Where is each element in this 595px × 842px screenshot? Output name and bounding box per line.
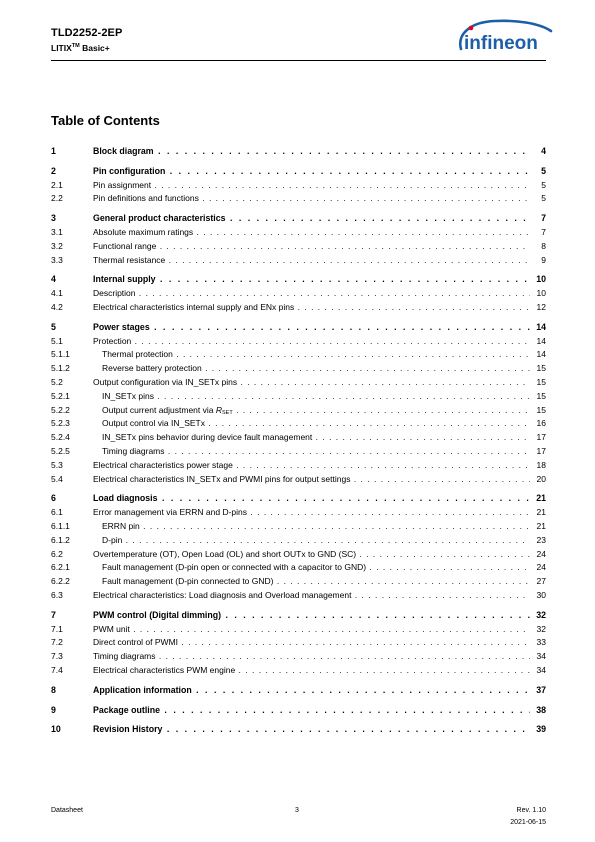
toc-entry[interactable] bbox=[51, 548, 546, 560]
toc-entry-number: 1 bbox=[51, 146, 56, 156]
toc-entry-title-text: Pin assignment bbox=[93, 179, 152, 190]
toc-entry-title bbox=[93, 684, 530, 696]
toc-entry-title-text: Pin definitions and functions bbox=[93, 193, 199, 204]
toc-entry-title bbox=[93, 212, 530, 224]
toc-entry[interactable] bbox=[51, 226, 546, 238]
toc-entry-title-text: Electrical characteristics PWM engine bbox=[93, 665, 236, 675]
toc-entry-page: 17 bbox=[536, 432, 546, 443]
toc-entry-number: 7.1 bbox=[51, 623, 63, 634]
toc-entry-title-text: Power stages bbox=[93, 321, 150, 332]
toc-entry-title bbox=[93, 506, 530, 518]
toc-entry-page: 7 bbox=[541, 213, 546, 224]
toc-entry-title-text: Electrical characteristics power stage bbox=[93, 459, 233, 470]
toc-entry[interactable] bbox=[51, 575, 546, 587]
toc-entry-number: 8 bbox=[51, 684, 56, 695]
toc-entry[interactable] bbox=[51, 492, 546, 504]
toc-entry-title bbox=[102, 417, 530, 429]
toc-entry-title bbox=[102, 575, 530, 587]
toc-entry[interactable] bbox=[51, 301, 546, 313]
toc-entry-title-text: Protection bbox=[93, 335, 132, 346]
toc-entry[interactable] bbox=[51, 254, 546, 266]
toc-entry-title-text: Pin configuration bbox=[93, 165, 166, 176]
toc-entry-title bbox=[102, 431, 530, 443]
toc-entry-title-text: IN_SETx pins behavior during device fault management bbox=[102, 432, 313, 443]
toc-entry-title-text: Thermal resistance bbox=[93, 254, 166, 265]
toc-entry-title bbox=[93, 273, 530, 285]
toc-entry-page: 15 bbox=[536, 390, 546, 401]
toc-entry-title bbox=[93, 376, 530, 388]
toc-entry[interactable] bbox=[51, 561, 546, 573]
toc-entry-title-text: Description bbox=[93, 288, 136, 299]
toc-entry-number: 5.2.5 bbox=[51, 446, 70, 456]
toc-entry-title-text: Electrical characteristics IN_SETx and PWMI pins for output settings bbox=[93, 473, 351, 484]
toc-entry-page: 20 bbox=[536, 473, 546, 484]
toc-entry-page: 18 bbox=[536, 459, 546, 470]
toc-entry-number: 4.1 bbox=[51, 288, 63, 299]
logo-text: infineon bbox=[464, 33, 538, 54]
toc-entry-title bbox=[102, 445, 530, 457]
toc-entry-number: 6.1.1 bbox=[51, 521, 70, 531]
toc-entry-number: 5.4 bbox=[51, 473, 63, 484]
toc-entry-page: 24 bbox=[536, 548, 546, 559]
toc-entry-number: 5.1.1 bbox=[51, 349, 70, 360]
toc-entry[interactable] bbox=[51, 348, 546, 360]
toc-entry-number: 6.2.2 bbox=[51, 576, 70, 587]
toc-entry-page: 32 bbox=[536, 609, 546, 620]
toc-entry-title bbox=[93, 609, 530, 621]
toc-entry[interactable] bbox=[51, 273, 546, 285]
toc-entry[interactable] bbox=[51, 445, 546, 457]
toc-entry-title-text: IN_SETx pins bbox=[102, 390, 154, 401]
toc-entry-number: 3.3 bbox=[51, 254, 63, 265]
toc-entry[interactable] bbox=[51, 362, 546, 374]
toc-entry-number: 5.2 bbox=[51, 377, 63, 387]
toc-entry-page: 37 bbox=[536, 684, 546, 695]
toc-entry-title bbox=[102, 348, 530, 360]
toc-entry-title bbox=[93, 459, 530, 471]
toc-entry-number: 3.2 bbox=[51, 240, 63, 251]
toc-entry[interactable] bbox=[51, 287, 546, 299]
toc-entry-number: 7.3 bbox=[51, 651, 63, 662]
toc-entry-title-text: Package outline bbox=[93, 704, 160, 715]
toc-entry-number: 2.2 bbox=[51, 193, 63, 204]
toc-entry-number: 4.2 bbox=[51, 302, 63, 312]
toc-entry[interactable] bbox=[51, 417, 546, 429]
toc-entry-number: 5.3 bbox=[51, 459, 63, 470]
toc-entry-page: 39 bbox=[536, 724, 546, 735]
toc-entry-title bbox=[102, 534, 530, 546]
toc-entry-number: 6.1 bbox=[51, 507, 63, 518]
toc-entry-number: 2.1 bbox=[51, 179, 63, 190]
toc-entry-page: 4 bbox=[541, 146, 546, 156]
symbol-r: R bbox=[215, 404, 223, 415]
toc-entry-title-text: Output current adjustment via bbox=[102, 404, 216, 415]
toc-entry-number: 4 bbox=[51, 274, 56, 285]
toc-entry-page: 30 bbox=[536, 590, 546, 600]
toc-entry-title bbox=[93, 723, 530, 735]
footer-revision: Rev. 1.10 bbox=[516, 807, 546, 814]
toc-heading: Table of Contents bbox=[51, 113, 160, 128]
toc-entry[interactable] bbox=[51, 431, 546, 443]
toc-entry[interactable] bbox=[51, 335, 546, 347]
toc-entry-page: 7 bbox=[541, 227, 546, 237]
toc-entry-number: 5.1 bbox=[51, 335, 63, 346]
toc-entry-number: 5.2.1 bbox=[51, 390, 70, 401]
toc-entry-title bbox=[102, 390, 530, 402]
toc-entry[interactable] bbox=[51, 459, 546, 471]
document-subtitle bbox=[51, 43, 110, 53]
toc-entry-page: 15 bbox=[536, 404, 546, 415]
symbol-subscript: SET bbox=[222, 409, 233, 416]
toc-entry-page: 17 bbox=[536, 446, 546, 456]
toc-entry-page: 15 bbox=[536, 363, 546, 374]
toc-entry-number: 6.3 bbox=[51, 590, 63, 600]
toc-entry-number: 3.1 bbox=[51, 227, 63, 237]
toc-entry[interactable] bbox=[51, 404, 546, 416]
toc-entry-page: 5 bbox=[541, 193, 546, 204]
toc-entry-title-text: Error management via ERRN and D-pins bbox=[93, 507, 248, 518]
toc-entry-page: 32 bbox=[536, 623, 546, 634]
toc-entry-page: 14 bbox=[536, 335, 546, 346]
toc-entry-page: 24 bbox=[536, 562, 546, 573]
toc-entry-title-text: Output configuration via IN_SETx pins bbox=[93, 377, 238, 387]
toc-entry-number: 6.2.1 bbox=[51, 562, 70, 573]
toc-entry-title-text: Overtemperature (OT), Open Load (OL) and short OUTx to GND (SC) bbox=[93, 548, 357, 559]
toc-entry-title bbox=[93, 254, 530, 266]
toc-entry-title bbox=[93, 650, 530, 662]
toc-entry[interactable] bbox=[51, 506, 546, 518]
toc-entry[interactable] bbox=[51, 145, 546, 157]
header-divider bbox=[51, 60, 546, 61]
toc-entry[interactable] bbox=[51, 192, 546, 204]
toc-entry-number: 6.1.2 bbox=[51, 534, 70, 545]
toc-entry[interactable] bbox=[51, 623, 546, 635]
toc-entry-title bbox=[93, 664, 530, 676]
toc-entry[interactable] bbox=[51, 664, 546, 676]
toc-entry-number: 5.2.3 bbox=[51, 418, 70, 429]
toc-entry-title-text: Application information bbox=[93, 684, 192, 695]
toc-entry-title-text: Reverse battery protection bbox=[102, 363, 202, 374]
toc-entry-number: 9 bbox=[51, 704, 56, 715]
toc-entry[interactable] bbox=[51, 390, 546, 402]
toc-entry-page: 9 bbox=[541, 254, 546, 265]
toc-entry-page: 21 bbox=[536, 521, 546, 531]
toc-entry-title-text: PWM control (Digital dimming) bbox=[93, 609, 222, 620]
toc-entry-page: 12 bbox=[536, 302, 546, 312]
trademark-mark: TM bbox=[71, 43, 80, 50]
toc-entry-page: 10 bbox=[536, 274, 546, 285]
toc-entry-title-text: Thermal protection bbox=[102, 349, 173, 360]
toc-entry-title-text: Timing diagrams bbox=[102, 446, 165, 456]
toc-entry-title bbox=[93, 492, 530, 504]
toc-entry-page: 21 bbox=[536, 507, 546, 518]
family-suffix: Basic+ bbox=[79, 43, 110, 53]
toc-entry[interactable] bbox=[51, 321, 546, 333]
toc-entry-page: 8 bbox=[541, 240, 546, 251]
toc-entry-title bbox=[93, 165, 530, 177]
toc-entry-page: 34 bbox=[536, 651, 546, 662]
toc-entry-title bbox=[93, 145, 530, 157]
toc-entry-page: 10 bbox=[536, 288, 546, 299]
toc-entry-number: 7.4 bbox=[51, 665, 63, 675]
toc-entry-page: 27 bbox=[536, 576, 546, 587]
toc-entry-title bbox=[102, 404, 530, 419]
toc-entry-title bbox=[93, 473, 530, 485]
toc-entry-title bbox=[93, 287, 530, 299]
toc-entry-title bbox=[93, 321, 530, 333]
toc-entry[interactable] bbox=[51, 165, 546, 177]
toc-entry-number: 3 bbox=[51, 213, 56, 224]
infineon-logo bbox=[455, 17, 557, 59]
toc-entry-title-text: Revision History bbox=[93, 724, 163, 735]
toc-entry-page: 21 bbox=[536, 493, 546, 504]
toc-entry-title bbox=[93, 335, 530, 347]
toc-entry-page: 23 bbox=[536, 534, 546, 545]
toc-entry-title bbox=[93, 240, 530, 252]
toc-entry-number: 5.2.2 bbox=[51, 404, 70, 415]
toc-entry-title-text: Fault management (D-pin open or connected with a capacitor to GND) bbox=[102, 562, 367, 573]
toc-entry-title-text: Electrical characteristics internal supply and ENx pins bbox=[93, 302, 295, 312]
toc-entry-title-text: General product characteristics bbox=[93, 213, 226, 224]
toc-entry-page: 5 bbox=[541, 165, 546, 176]
toc-entry-title bbox=[93, 589, 530, 601]
toc-entry[interactable] bbox=[51, 240, 546, 252]
toc-entry[interactable] bbox=[51, 704, 546, 716]
toc-entry-number: 5.1.2 bbox=[51, 363, 70, 374]
toc-entry-title-text: Output control via IN_SETx bbox=[102, 418, 205, 429]
document-title: TLD2252-2EP bbox=[51, 27, 123, 39]
family-prefix: LITIX bbox=[51, 43, 72, 53]
toc-entry-title-text: Fault management (D-pin connected to GND) bbox=[102, 576, 274, 587]
toc-entry-page: 15 bbox=[536, 377, 546, 387]
toc-entry[interactable] bbox=[51, 723, 546, 735]
toc-entry-page: 33 bbox=[536, 637, 546, 648]
toc-entry-title bbox=[102, 520, 530, 532]
toc-entry-title-text: Electrical characteristics: Load diagnosis and Overload management bbox=[93, 590, 352, 600]
toc-entry-title bbox=[102, 362, 530, 374]
toc-entry[interactable] bbox=[51, 376, 546, 388]
toc-entry-page: 14 bbox=[536, 349, 546, 360]
toc-entry-title bbox=[93, 301, 530, 313]
toc-entry-title-text: Functional range bbox=[93, 240, 157, 251]
toc-entry-number: 10 bbox=[51, 724, 61, 735]
toc-entry-title bbox=[93, 548, 530, 560]
toc-entry-title bbox=[93, 179, 530, 191]
toc-entry-page: 34 bbox=[536, 665, 546, 675]
toc-entry[interactable] bbox=[51, 520, 546, 532]
toc-entry[interactable] bbox=[51, 534, 546, 546]
toc-entry-number: 6.2 bbox=[51, 548, 63, 559]
toc-entry-page: 16 bbox=[536, 418, 546, 429]
toc-entry-title bbox=[93, 623, 530, 635]
toc-entry-title bbox=[93, 226, 530, 238]
toc-entry-title-text: PWM unit bbox=[93, 623, 130, 634]
toc-entry-title-text: Internal supply bbox=[93, 274, 156, 285]
toc-entry-number: 7.2 bbox=[51, 637, 63, 648]
toc-entry[interactable] bbox=[51, 589, 546, 601]
toc-entry-number: 2 bbox=[51, 165, 56, 176]
toc-entry-title-text: Load diagnosis bbox=[93, 493, 158, 504]
footer-page-number: 3 bbox=[295, 807, 299, 814]
toc-entry[interactable] bbox=[51, 473, 546, 485]
toc-entry[interactable] bbox=[51, 636, 546, 648]
toc-entry-page: 5 bbox=[541, 179, 546, 190]
footer-doc-type: Datasheet bbox=[51, 807, 83, 814]
toc-entry-number: 6 bbox=[51, 493, 56, 504]
toc-entry-title bbox=[93, 704, 530, 716]
toc-entry-title-text: Direct control of PWMI bbox=[93, 637, 179, 648]
toc-entry[interactable] bbox=[51, 609, 546, 621]
toc-entry-number: 5 bbox=[51, 321, 56, 332]
toc-entry-title-text: Block diagram bbox=[93, 146, 154, 156]
toc-entry[interactable] bbox=[51, 212, 546, 224]
toc-entry-title-text: Timing diagrams bbox=[93, 651, 156, 662]
toc-entry-page: 14 bbox=[536, 321, 546, 332]
toc-entry-title bbox=[93, 636, 530, 648]
toc-entry[interactable] bbox=[51, 650, 546, 662]
toc-entry-number: 7 bbox=[51, 609, 56, 620]
toc-entry-title-text: D-pin bbox=[102, 534, 123, 545]
toc-entry-title bbox=[102, 561, 530, 573]
toc-entry[interactable] bbox=[51, 684, 546, 696]
toc-entry-title-text: Absolute maximum ratings bbox=[93, 227, 194, 237]
footer-date: 2021-06-15 bbox=[510, 819, 546, 826]
toc-entry-title bbox=[93, 192, 530, 204]
toc-entry-title-text: ERRN pin bbox=[102, 521, 140, 531]
toc-entry[interactable] bbox=[51, 179, 546, 191]
toc-entry-page: 38 bbox=[536, 704, 546, 715]
toc-entry-number: 5.2.4 bbox=[51, 432, 70, 443]
